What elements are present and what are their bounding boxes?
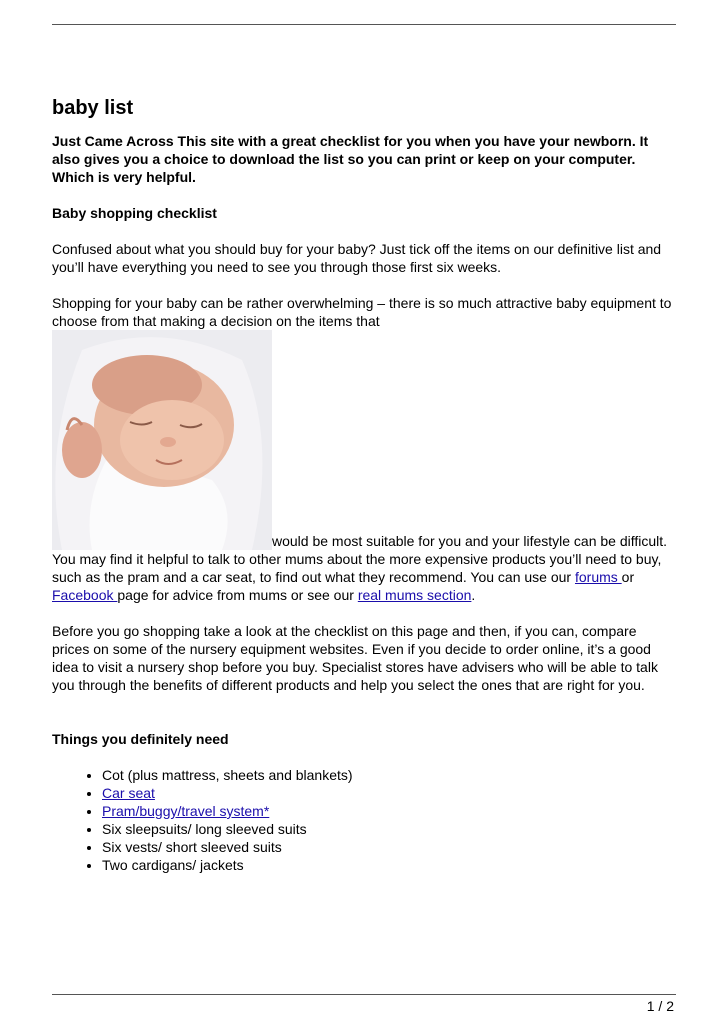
- paragraph-shopping-continued: would be most suitable for you and your lifestyle can be difficult. You may find it helpful to talk to other mums about the more expensive products you’ll need to buy, such as the pram and a car seat, to find out what they recommend. You can use our forums or Facebook page for advice from mums or see our real mums section.: [52, 533, 668, 603]
- section-heading-things-needed: Things you definitely need: [52, 731, 229, 747]
- facebook-link[interactable]: Facebook: [52, 587, 118, 603]
- list-item: • Two cardigans/ jackets: [102, 856, 676, 874]
- page-number: 1 / 2: [646, 998, 674, 1014]
- intro-paragraph: Just Came Across This site with a great checklist for you when you have your newborn. It also gives you a choice to download the list so you can print or keep on your computer. Which is very helpful.: [52, 133, 649, 185]
- section-heading-shopping-checklist: Baby shopping checklist: [52, 205, 217, 221]
- paragraph-confused: Confused about what you should buy for your baby? Just tick off the items on our definitive list and you’ll have everything you need to see you through those first six weeks.: [52, 241, 662, 275]
- document-body: [52, 96, 676, 874]
- real-mums-section-link[interactable]: real mums section: [357, 587, 472, 603]
- page-title: baby list: [52, 97, 134, 119]
- header-rule: [52, 24, 676, 25]
- paragraph-before-shopping: Before you go shopping take a look at the checklist on this page and then, if you can, compare prices on some of the nursery equipment websites. Even if you decide to order online, it’s a good idea to visit a nursery shop before you buy. Specialist stores have advisers who will be able to talk you through the benefits of different products and help you select the ones that are right for you.: [52, 623, 658, 693]
- baby-photo-wrapper: [52, 330, 676, 604]
- newborn-baby-photo: [52, 330, 272, 550]
- list-item: [102, 802, 676, 820]
- car-seat-link[interactable]: Car seat: [102, 785, 155, 801]
- needed-items-list: [52, 766, 676, 874]
- pram-buggy-link[interactable]: Pram/buggy/travel system*: [102, 803, 270, 819]
- forums-link[interactable]: forums: [574, 569, 622, 585]
- list-item: • Six vests/ short sleeved suits: [102, 838, 676, 856]
- list-item: • Six sleepsuits/ long sleeved suits: [102, 820, 676, 838]
- paragraph-shopping-start: Shopping for your baby can be rather overwhelming – there is so much attractive baby equipment to choose from that making a decision on the items that: [52, 295, 672, 329]
- footer-rule: [52, 994, 676, 995]
- list-item: • Cot (plus mattress, sheets and blankets): [102, 766, 676, 784]
- list-item: [102, 784, 676, 802]
